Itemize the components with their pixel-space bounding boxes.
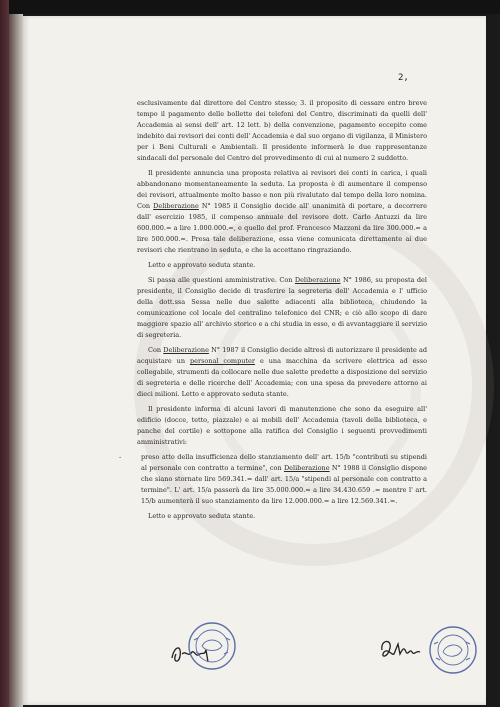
text-run: esclusivamente dal direttore del Centro stesso; 3. il proposito di cessare entro breve tempo il pagamento delle bollette dei telefoni del Centro, discriminati da quelli dell' Accademia ai sensi dell' art. 12 lett. b) della convenzione, pagamento eccepito come indebito dai revisori dei conti dell' Accademia e dal suo organo di vigilanza, il Ministero per i Beni Culturali e Ambientali. Il presidente informerà le due rappresentanze sindacali del personale del Centro del provvedimento di cui al numero 2 suddetto. bbox=[137, 99, 427, 162]
text-run: e una macchina da scrivere elettrica ad esso collegabile, strumenti da collocare nelle due salette predette a disposizione del servizio di segreteria e delle ricerche dell' Accademia; con una spesa da prevedere attorno ai dieci milioni. Letto e approvato seduta stante. bbox=[137, 357, 427, 398]
text-run: N° 1985 il Consiglio decide all' unanimità di portare, a decorrere dall' esercizio 1985, il compenso annuale del revisore dott. Carlo Antuzzi da lire 600.000.= a lire 1.000.000.=, e quello del prof. Francesco Mazzoni da lire 300.000.= a lire 500.000.=. Presa tale deliberazione, essa viene comunicata direttamente ai due revisori che rientrano in seduta, e che la accettano ringraziando. bbox=[137, 202, 428, 254]
page-number: 2, bbox=[398, 73, 409, 83]
text-run: Si passa alle questioni amministrative. Con bbox=[148, 276, 295, 284]
binding-spine bbox=[0, 0, 9, 707]
underlined-text: Deliberazione bbox=[153, 202, 199, 210]
paragraph bbox=[137, 345, 427, 400]
closing-line: Letto e approvato seduta stante. bbox=[148, 512, 256, 520]
bullet-text bbox=[141, 452, 427, 507]
paragraph bbox=[137, 98, 427, 164]
underlined-text: personal computer bbox=[189, 357, 256, 365]
paragraph bbox=[137, 275, 427, 341]
underlined-text: Deliberazione bbox=[163, 346, 209, 354]
bullet-paragraph bbox=[119, 452, 427, 507]
text-run: N° 1987 il Consiglio decide altresì di autorizzare il presidente ad acquistare un bbox=[137, 346, 428, 365]
page-gutter-shadow bbox=[9, 14, 23, 707]
official-stamp-right bbox=[428, 622, 478, 678]
text-run: N° 1986, su proposta del presidente, il Consiglio decide di trasferire la segreteria dell' Accademia e l' ufficio della dott.ssa Sessa nelle due salette adiacenti alla biblioteca, chiudendo la comunicazione col locale del centralino telefonico del CNR; e ciò allo scopo di dare maggiore spazio all' archivio storico e a chi studia in esso, e di avvantaggiare il servizio di segreteria. bbox=[137, 276, 427, 339]
text-run: N° 1988 il Consiglio dispone che siano stornate lire 569.341.= dall' art. 15/a "stipendi al personale con contratto a termine". L' art. 15/a passerà da lire 35.000.000.= a lire 34.430.659 .= mentre l' art. 15/b aumenterà il suo stanziamento da lire 12.000.000.= a lire 12.569.341.=. bbox=[141, 464, 427, 505]
bullet-item bbox=[119, 452, 427, 507]
official-stamp-left bbox=[186, 620, 238, 672]
text-run: Il presidente informa di alcuni lavori di manutenzione che sono da eseguire all' edificio (docce, tetto, piazzale) e ai mobili dell' Accademia (tavoli della biblioteca, e panche del cortile) e sottopone alla ratifica del Consiglio i seguenti provvedimenti amministrativi: bbox=[137, 405, 427, 446]
text-run: Con bbox=[148, 346, 164, 354]
document-body bbox=[119, 98, 428, 526]
text-run: Il presidente annuncia una proposta relativa ai revisori dei conti in carica, i quali abbandonano momentaneamente la seduta. La proposta è di aumentare il compenso dei revisori, attualmente molto basso e non più rivalutato dal tempo della loro nomina. Con bbox=[137, 169, 427, 210]
text-run: Letto e approvato seduta stante. bbox=[148, 261, 256, 269]
underlined-text: Deliberazione bbox=[283, 464, 330, 472]
paragraph bbox=[137, 260, 427, 271]
paragraph bbox=[137, 404, 427, 448]
paragraph bbox=[137, 168, 427, 256]
binding-top bbox=[0, 0, 500, 14]
bullet-symbol: - bbox=[119, 453, 122, 461]
underlined-text: Deliberazione bbox=[294, 276, 341, 284]
text-run: preso atto della insufficienza dello stanziamento dell' art. 15/b "contributi su stipendi al personale con contratto a termine", con bbox=[141, 453, 427, 472]
